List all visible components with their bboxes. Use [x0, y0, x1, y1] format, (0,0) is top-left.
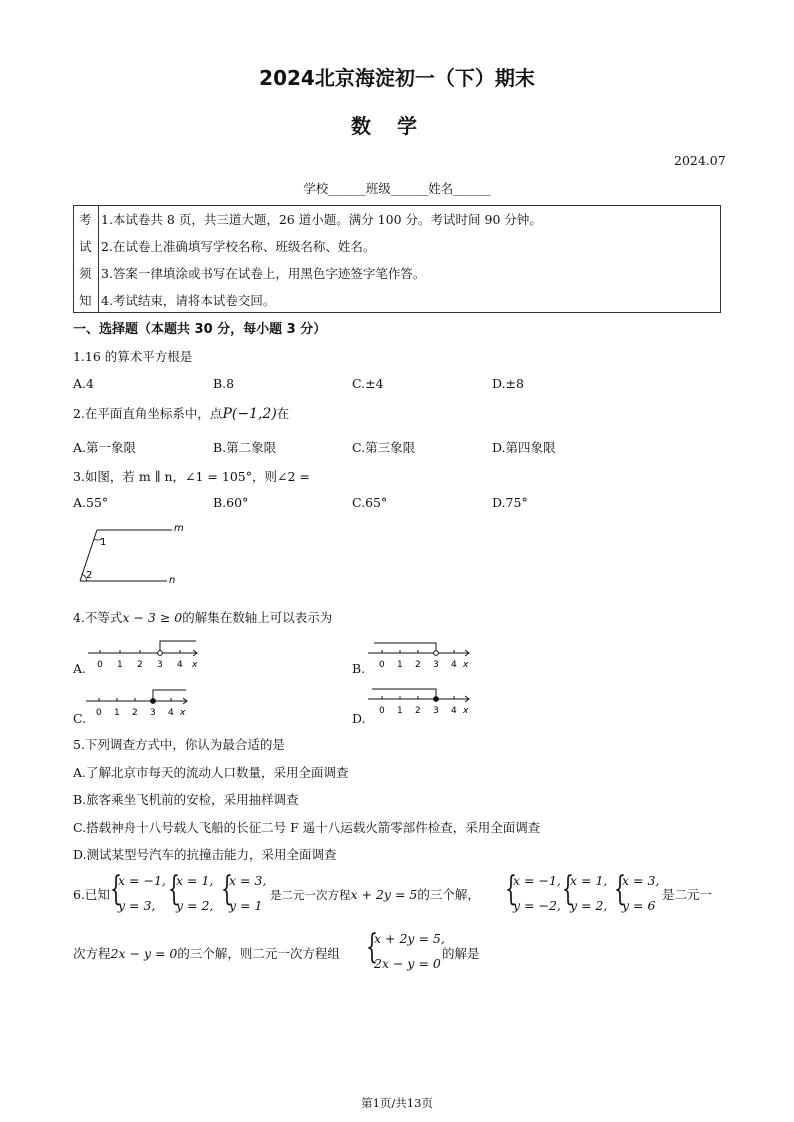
open-point: [158, 651, 163, 656]
q4-option-c: C.: [73, 711, 87, 726]
system-eq-1: x + 2y = 5,: [374, 931, 445, 946]
exam-date: 2024.07: [674, 153, 726, 168]
page-title: 2024北京海淀初一（下）期末: [259, 66, 535, 90]
brace-icon: {: [505, 869, 517, 909]
exam-notice-box: [73, 205, 721, 313]
brace-icon: {: [366, 927, 378, 967]
q6-line2-pre: 次方程: [73, 946, 111, 961]
sys-eq-y: y = 2,: [570, 898, 608, 913]
notice-side-char: 考: [79, 212, 92, 227]
solution-bracket: [374, 643, 436, 653]
open-point: [434, 651, 439, 656]
q6-prefix: 6.已知: [73, 887, 110, 902]
closed-point: [434, 697, 439, 702]
q4-number-line-d: [364, 684, 484, 720]
q6-eq1: x + 2y = 5: [350, 887, 418, 902]
q4-number-line-b: [364, 638, 484, 674]
notice-line: 1.本试卷共 8 页，共三道大题，26 道小题。满分 100 分。考试时间 90 分钟。: [101, 212, 542, 227]
q4-inequality: x − 3 ≥ 0: [122, 610, 183, 625]
tick-label: 1: [114, 708, 120, 718]
tick-label: 1: [397, 706, 403, 716]
sys-eq-x: x = −1,: [513, 873, 561, 888]
question-3-stem: 3.如图，若 m ∥ n，∠1 = 105°，则∠2 =: [73, 469, 310, 484]
tick-label: 3: [150, 708, 156, 718]
notice-side-char: 须: [79, 266, 92, 281]
brace-icon: {: [562, 869, 574, 909]
q1-option-c: C.±4: [352, 376, 384, 391]
sys-eq-y: y = 3,: [118, 898, 156, 913]
brace-icon: {: [221, 869, 233, 909]
tick-label: 4: [177, 660, 183, 670]
q3-parallel-lines-figure: [72, 520, 192, 588]
tick-label: 2: [415, 706, 421, 716]
question-5-stem: 5.下列调查方式中，你认为最合适的是: [73, 737, 285, 752]
q6-tail1: 是二元一: [662, 887, 713, 902]
notice-side-label: [74, 206, 99, 312]
brace-icon: {: [110, 869, 122, 909]
q1-option-d: D.±8: [492, 376, 524, 391]
sys-eq-x: x = −1,: [118, 873, 166, 888]
sys-eq-y: y = 6: [622, 898, 656, 913]
q3-option-a: A.55°: [73, 495, 109, 510]
tick-label: 1: [397, 660, 403, 670]
q3-option-b: B.60°: [213, 495, 249, 510]
q2-option-a: A.第一象限: [73, 440, 137, 455]
q6-text-mid1: [270, 885, 480, 903]
tick-label: 2: [132, 708, 138, 718]
sys-eq-x: x = 1,: [176, 873, 214, 888]
q1-option-a: A.4: [73, 376, 94, 391]
q6-mid1-post: 的三个解，: [417, 887, 480, 902]
q4-option-a: A.: [73, 661, 87, 676]
q4-number-line-a: [84, 636, 204, 672]
label-angle-1: 1: [100, 537, 107, 548]
brace-icon: {: [168, 869, 180, 909]
notice-line: 3.答案一律填涂或书写在试卷上，用黑色字迹签字笔作答。: [101, 266, 426, 281]
sys-eq-x: x = 3,: [622, 873, 660, 888]
system-eq-2: 2x − y = 0: [374, 956, 441, 971]
label-m: m: [174, 523, 184, 534]
closed-point: [151, 699, 156, 704]
solution-bracket: [153, 690, 186, 701]
sys-eq-x: x = 3,: [229, 873, 267, 888]
tick-label: 1: [117, 660, 123, 670]
q3-option-d: D.75°: [492, 495, 528, 510]
axis-var-label: x: [180, 708, 186, 718]
q2-option-c: C.第三象限: [352, 440, 416, 455]
tick-label: 3: [433, 660, 439, 670]
tick-label: 4: [451, 660, 457, 670]
tick-label: 2: [415, 660, 421, 670]
q6-line2-post: 的解是: [442, 946, 480, 961]
sys-eq-y: y = 1: [229, 898, 263, 913]
tick-label: 0: [379, 706, 385, 716]
q5-option-b: B.旅客乘坐飞机前的安检，采用抽样调查: [73, 792, 299, 807]
q4-option-b: B.: [352, 661, 366, 676]
sys-eq-y: y = −2,: [513, 898, 561, 913]
q6-eq2: 2x − y = 0: [110, 946, 178, 961]
brace-icon: {: [614, 869, 626, 909]
label-angle-2: 2: [86, 570, 93, 581]
axis-var-label: x: [463, 660, 469, 670]
q5-option-a: A.了解北京市每天的流动人口数量，采用全面调查: [73, 765, 349, 780]
tick-label: 0: [379, 660, 385, 670]
notice-side-char: 试: [79, 239, 92, 254]
sys-eq-x: x = 1,: [570, 873, 608, 888]
question-4-stem: [73, 608, 332, 626]
q4-stem-pre: 4.不等式: [73, 610, 123, 625]
q5-option-d: D.测试某型号汽车的抗撞击能力，采用全面调查: [73, 847, 337, 862]
label-n: n: [169, 575, 176, 586]
q6-mid1-pre: 是二元一次方程: [270, 888, 351, 902]
section-heading: 一、选择题（本题共 30 分，每小题 3 分）: [73, 322, 327, 337]
sys-eq-y: y = 2,: [176, 898, 214, 913]
axis-var-label: x: [463, 706, 469, 716]
tick-label: 4: [451, 706, 457, 716]
tick-label: 3: [157, 660, 163, 670]
question-1-stem: 1.16 的算术平方根是: [73, 349, 193, 364]
tick-label: 0: [96, 708, 102, 718]
notice-side-char: 知: [79, 293, 92, 308]
q6-line2-mid: 的三个解，则二元一次方程组: [177, 946, 340, 961]
q5-option-c: C.搭载神舟十八号载人飞船的长征二号 F 遥十八运载火箭零部件检查，采用全面调查: [73, 820, 541, 835]
q4-number-line-c: [82, 684, 202, 720]
notice-line: 2.在试卷上准确填写学校名称、班级名称、姓名。: [101, 239, 376, 254]
q4-stem-post: 的解集在数轴上可以表示为: [182, 610, 333, 625]
q3-option-c: C.65°: [352, 495, 388, 510]
tick-label: 3: [433, 706, 439, 716]
q1-option-b: B.8: [213, 376, 235, 391]
q6-line2: [73, 944, 340, 962]
q2-option-b: B.第二象限: [213, 440, 277, 455]
student-info-line: 学校______班级______姓名______: [303, 181, 491, 196]
q2-option-d: D.第四象限: [492, 440, 556, 455]
question-2-stem: [73, 404, 289, 422]
tick-label: 2: [137, 660, 143, 670]
q2-stem-pre: 2.在平面直角坐标系中，点: [73, 406, 223, 421]
notice-line: 4.考试结束，请将本试卷交回。: [101, 293, 276, 308]
solution-bracket: [160, 641, 196, 653]
tick-label: 0: [97, 660, 103, 670]
q4-option-d: D.: [352, 711, 366, 726]
tick-label: 4: [168, 708, 174, 718]
q2-point: P(−1,2): [222, 406, 277, 422]
subject-title: 数学: [351, 114, 443, 138]
axis-var-label: x: [192, 660, 198, 670]
q2-stem-post: 在: [276, 406, 290, 421]
page-number: 第1页/共13页: [361, 1096, 433, 1110]
